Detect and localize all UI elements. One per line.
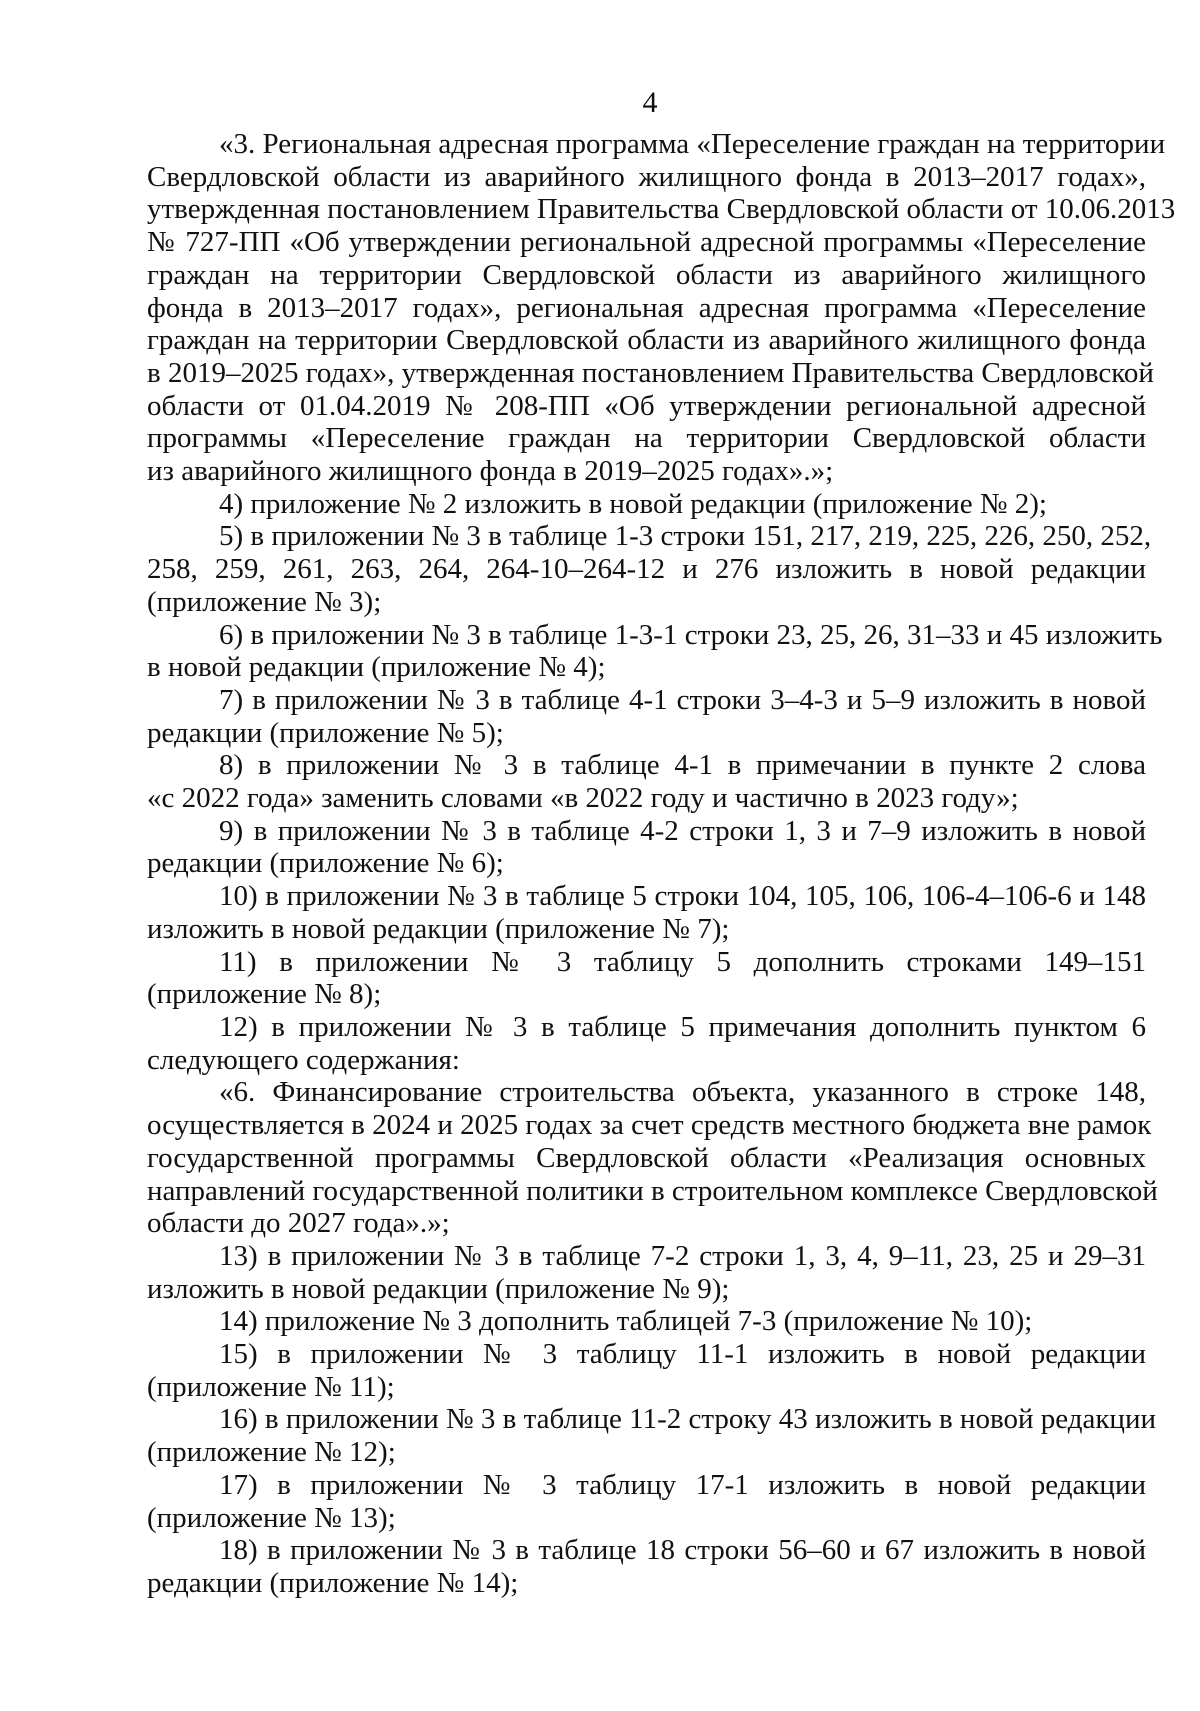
text-line: в новой редакции (приложение № 4); bbox=[147, 651, 606, 684]
text-line: 12) в приложении № 3 в таблице 5 примечания дополнить пунктом 6 bbox=[219, 1010, 1146, 1043]
paragraph bbox=[147, 488, 1146, 521]
text-line: программы «Переселение граждан на территории Свердловской области bbox=[147, 422, 1146, 455]
page-number: 4 bbox=[642, 86, 658, 119]
text-line: следующего содержания: bbox=[147, 1043, 460, 1076]
text-line: 17) в приложении № 3 таблицу 17-1 изложить в новой редакции bbox=[219, 1468, 1146, 1501]
text-line: граждан на территории Свердловской области из аварийного жилищного фонда bbox=[147, 324, 1146, 357]
text-line: редакции (приложение № 5); bbox=[147, 716, 504, 749]
text-line: 15) в приложении № 3 таблицу 11-1 изложить в новой редакции bbox=[219, 1338, 1146, 1371]
text-line: 4) приложение № 2 изложить в новой редакции (приложение № 2); bbox=[219, 487, 1047, 520]
text-line: 11) в приложении № 3 таблицу 5 дополнить строками 149–151 bbox=[219, 945, 1146, 978]
text-line: в 2019–2025 годах», утвержденная постановлением Правительства Свердловской bbox=[147, 356, 1154, 389]
paragraph bbox=[147, 946, 1146, 1011]
paragraph bbox=[147, 128, 1176, 488]
text-line: утвержденная постановлением Правительства Свердловской области от 10.06.2013 bbox=[147, 193, 1176, 226]
text-line: 9) в приложении № 3 в таблице 4-2 строки 1, 3 и 7–9 изложить в новой bbox=[219, 814, 1146, 847]
text-line: 5) в приложении № 3 в таблице 1-3 строки 151, 217, 219, 225, 226, 250, 252, bbox=[219, 520, 1152, 553]
paragraph bbox=[147, 684, 1146, 749]
paragraph bbox=[147, 1338, 1146, 1403]
paragraph bbox=[147, 1076, 1158, 1240]
paragraph bbox=[147, 618, 1163, 684]
text-line: 14) приложение № 3 дополнить таблицей 7-3 (приложение № 10); bbox=[219, 1305, 1033, 1338]
paragraph bbox=[147, 520, 1152, 618]
text-line: редакции (приложение № 14); bbox=[147, 1566, 519, 1599]
text-line: осуществляется в 2024 и 2025 годах за счет средств местного бюджета вне рамок bbox=[147, 1109, 1152, 1142]
text-line: «с 2022 года» заменить словами «в 2022 году и частично в 2023 году»; bbox=[147, 782, 1019, 815]
text-line: государственной программы Свердловской области «Реализация основных bbox=[147, 1141, 1146, 1174]
text-line: (приложение № 3); bbox=[147, 585, 382, 618]
text-line: (приложение № 11); bbox=[147, 1370, 395, 1403]
paragraph bbox=[147, 1403, 1156, 1469]
text-line: «6. Финансирование строительства объекта, указанного в строке 148, bbox=[219, 1076, 1146, 1109]
paragraph bbox=[147, 749, 1146, 814]
text-line: области до 2027 года».»; bbox=[147, 1207, 450, 1240]
text-line: редакции (приложение № 6); bbox=[147, 847, 504, 880]
paragraph bbox=[147, 1240, 1146, 1305]
text-line: 258, 259, 261, 263, 264, 264-10–264-12 и 276 изложить в новой редакции bbox=[147, 553, 1146, 586]
text-line: 18) в приложении № 3 в таблице 18 строки 56–60 и 67 изложить в новой bbox=[219, 1534, 1146, 1567]
text-line: изложить в новой редакции (приложение № 7); bbox=[147, 912, 730, 945]
text-line: (приложение № 8); bbox=[147, 978, 382, 1011]
paragraph bbox=[147, 815, 1146, 880]
text-line: 6) в приложении № 3 в таблице 1-3-1 строки 23, 25, 26, 31–33 и 45 изложить bbox=[219, 618, 1163, 651]
text-line: «3. Региональная адресная программа «Переселение граждан на территории bbox=[219, 128, 1166, 160]
text-line: 7) в приложении № 3 в таблице 4-1 строки 3–4-3 и 5–9 изложить в новой bbox=[219, 683, 1146, 716]
text-line: 16) в приложении № 3 в таблице 11-2 строку 43 изложить в новой редакции bbox=[219, 1403, 1156, 1436]
text-line: № 727-ПП «Об утверждении региональной адресной программы «Переселение bbox=[147, 226, 1146, 259]
paragraph bbox=[147, 1469, 1146, 1534]
text-line: из аварийного жилищного фонда в 2019–2025 годах».»; bbox=[147, 455, 834, 488]
text-line: Свердловской области из аварийного жилищного фонда в 2013–2017 годах», bbox=[147, 160, 1146, 193]
text-line: области от 01.04.2019 № 208-ПП «Об утверждении региональной адресной bbox=[147, 389, 1146, 422]
paragraph bbox=[147, 880, 1146, 945]
text-line: направлений государственной политики в строительном комплексе Свердловской bbox=[147, 1174, 1158, 1207]
text-line: 8) в приложении № 3 в таблице 4-1 в примечании в пункте 2 слова bbox=[219, 749, 1146, 782]
text-line: граждан на территории Свердловской области из аварийного жилищного bbox=[147, 258, 1146, 291]
paragraph bbox=[147, 1534, 1146, 1599]
text-line: фонда в 2013–2017 годах», региональная адресная программа «Переселение bbox=[147, 291, 1146, 324]
text-line: 10) в приложении № 3 в таблице 5 строки 104, 105, 106, 106-4–106-6 и 148 bbox=[219, 880, 1146, 913]
text-line: (приложение № 12); bbox=[147, 1436, 396, 1469]
paragraph bbox=[147, 1305, 1146, 1338]
paragraph bbox=[147, 1011, 1146, 1076]
text-line: 13) в приложении № 3 в таблице 7-2 строки 1, 3, 4, 9–11, 23, 25 и 29–31 bbox=[219, 1239, 1146, 1272]
text-line: (приложение № 13); bbox=[147, 1501, 396, 1534]
document-body bbox=[147, 128, 1176, 1600]
text-line: изложить в новой редакции (приложение № 9); bbox=[147, 1272, 730, 1305]
